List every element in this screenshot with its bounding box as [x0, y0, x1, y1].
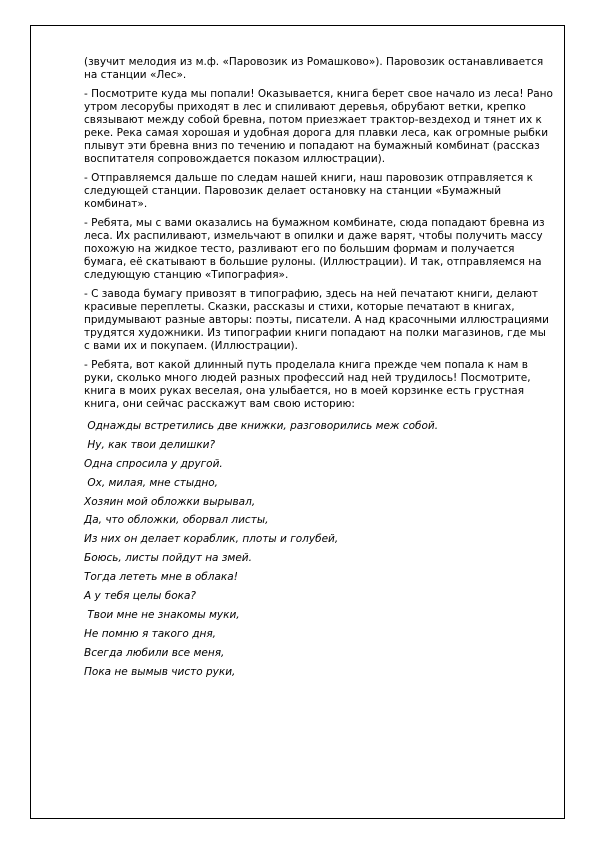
poem-line: Ох, милая, мне стыдно,	[84, 476, 219, 489]
poem-line: Всегда любили все меня,	[84, 646, 225, 659]
poem-line: Тогда лететь мне в облака!	[84, 571, 238, 584]
paragraph: - Ребята, вот какой длинный путь проделала книга прежде чем попала к нам в руки, сколько много людей разных профессий над ней трудилось! Посмотрите, книга в моих руках веселая, она улыбается, но в моей корзинке есть грустная книга, они сейчас расскажут вам свою историю:	[84, 359, 531, 410]
poem-line: Однажды встретились две книжки, разговорились меж собой.	[84, 420, 439, 432]
poem-line: Одна спросила у другой.	[84, 457, 223, 470]
paragraph: - Посмотрите куда мы попали! Оказывается, книга берет свое начало из леса! Рано утром лесорубы приходят в лес и спиливают деревья, обрубают ветки, крепко связывают между собой бревна, потом приезжает трактор-вездеход и тянет их к реке. Река самая хорошая и удобная дорога для плавки леса, как огромные рыбки плывут эти бревна вниз по течению и попадают на бумажный комбинат (рассказ воспитателя сопровождается показом иллюстрации).	[84, 88, 553, 165]
paragraph: - С завода бумагу привозят в типографию, здесь на ней печатают книги, делают красивые переплеты. Сказки, рассказы и стихи, которые печатают в книгах, придумывают разные авторы: поэты, писатели. А над красочными иллюстрациями трудятся художники. Из типографии книги попадают на полки магазинов, где мы с вами их и покупаем. (Иллюстрации).	[84, 288, 550, 352]
paragraph: - Отправляемся дальше по следам нашей книги, наш паровозик отправляется к следующей станции. Паровозик делает остановку на станции «Бумажный комбинат».	[84, 172, 533, 210]
poem-line: Ну, как твои делишки?	[84, 438, 216, 451]
document-body	[84, 56, 554, 681]
poem	[84, 417, 554, 681]
poem-line: Из них он делает кораблик, плоты и голубей,	[84, 533, 339, 546]
poem-line: Боюсь, листы пойдут на змей.	[84, 552, 252, 565]
poem-line: Да, что обложки, оборвал листы,	[84, 514, 269, 527]
poem-line: Не помню я такого дня,	[84, 627, 216, 640]
poem-line: Хозяин мой обложки вырывал,	[84, 495, 256, 508]
poem-line: А у тебя целы бока?	[84, 590, 196, 603]
poem-line: Твои мне не знакомы муки,	[84, 608, 240, 621]
poem-line: Пока не вымыв чисто руки,	[84, 665, 236, 678]
paragraph: - Ребята, мы с вами оказались на бумажном комбинате, сюда попадают бревна из леса. Их распиливают, измельчают в опилки и даже варят, чтобы получить массу похожую на жидкое тесто, разливают его по большим формам и получается бумага, её скатывают в большие рулоны. (Иллюстрации). И так, отправляемся на следующую станцию «Типография».	[84, 217, 545, 281]
paragraph: (звучит мелодия из м.ф. «Паровозик из Ромашково»). Паровозик останавливается на станции «Лес».	[84, 56, 544, 81]
